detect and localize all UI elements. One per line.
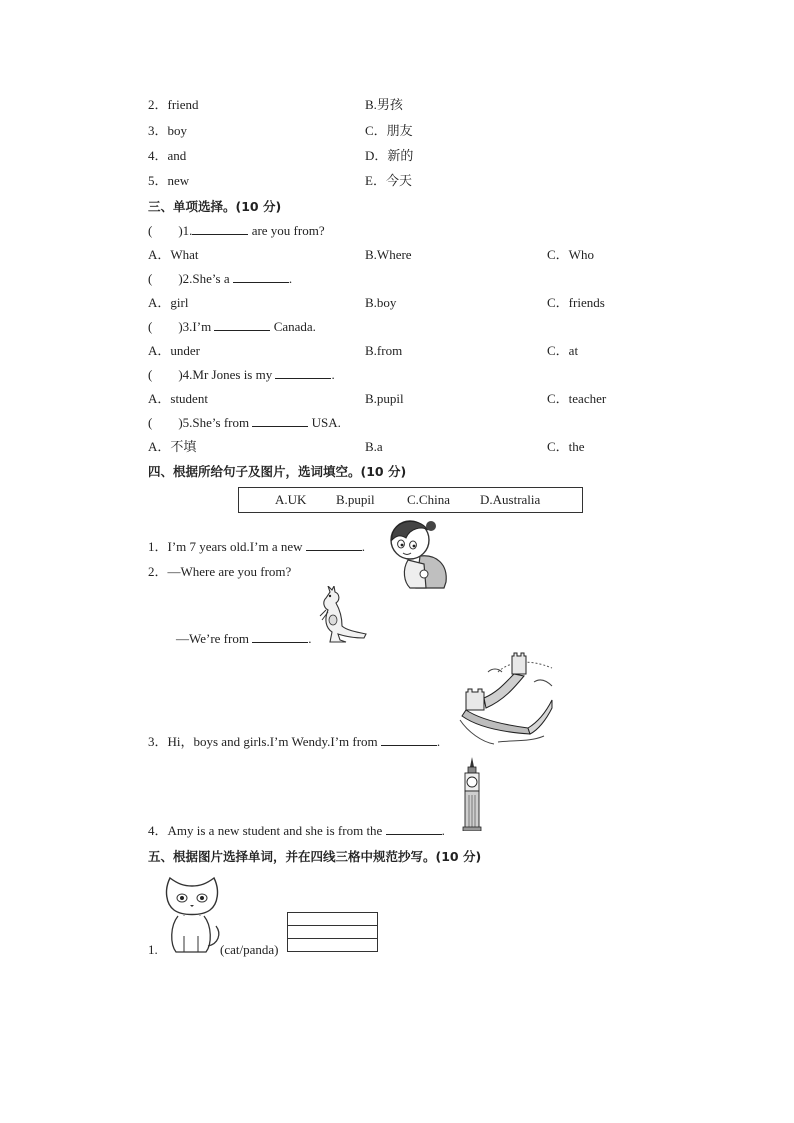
word-option-china: C.China [407,492,450,507]
match-right-d: D．新的 [365,148,414,163]
question-5 [148,415,341,431]
match-left-3: 3．boy [148,123,188,138]
option-c[interactable]: C．teacher [547,391,607,406]
word-option-uk: A.UK [275,492,307,507]
question-stem: )1. [178,223,193,238]
paren-open: ( [148,223,153,238]
paren-open: ( [148,319,153,334]
s4-question-4 [148,823,445,839]
s5-q1-number: 1. [148,942,158,957]
answer-blank[interactable] [381,734,437,746]
s4-question-1 [148,539,365,555]
option-c[interactable]: C．friends [547,295,605,310]
match-left-5: 5．new [148,173,190,188]
option-c[interactable]: C．the [547,439,585,454]
answer-blank[interactable] [252,415,308,427]
s4-q4-end: . [441,823,445,838]
match-left-2: 2．friend [148,97,199,112]
question-4 [148,367,335,383]
question-tail: . [288,271,293,286]
paren-open: ( [148,367,153,382]
option-b[interactable]: B.Where [365,247,412,262]
section3-heading: 三、单项选择。(10 分) [148,199,282,214]
answer-blank[interactable] [192,223,248,235]
word-bank [238,487,583,513]
option-b[interactable]: B.pupil [365,391,404,406]
question-tail: USA. [311,415,341,430]
s4-q1-end: . [361,539,366,554]
match-right-c: C．朋友 [365,123,413,138]
option-a[interactable]: A．student [148,391,208,406]
answer-blank[interactable] [386,823,442,835]
word-option-australia: D.Australia [480,492,541,507]
answer-blank[interactable] [214,319,270,331]
section4-heading: 四、根据所给句子及图片，选词填空。(10 分) [148,464,407,479]
option-a[interactable]: A．What [148,247,199,262]
match-right-b: B.男孩 [365,97,403,112]
paren-open: ( [148,271,153,286]
s5-q1-choices: (cat/panda) [220,942,279,957]
option-a[interactable]: A．girl [148,295,189,310]
paren-open: ( [148,415,153,430]
option-b[interactable]: B.boy [365,295,397,310]
question-2 [148,271,292,287]
kangaroo-icon [316,586,368,644]
s4-q1-text: 1．I’m 7 years old.I’m a new [148,539,303,554]
girl-with-backpack-icon [386,516,452,590]
s4-q2b-text: —We’re from [176,631,249,646]
s4-question-2b [176,631,311,647]
section5-heading: 五、根据图片选择单词，并在四线三格中规范抄写。(10 分) [148,849,482,864]
question-3 [148,319,316,335]
four-line-grid[interactable] [287,912,378,952]
s4-q2b-end: . [308,631,312,646]
s4-q3-end: . [436,734,441,749]
option-c[interactable]: C．at [547,343,579,358]
question-stem: )5.She’s from [178,415,250,430]
s4-q4-text: 4．Amy is a new student and she is from the [148,823,383,838]
option-b[interactable]: B.a [365,439,383,454]
question-stem: )3.I’m [178,319,212,334]
great-wall-icon [458,652,554,746]
question-tail: are you from? [251,223,325,238]
question-stem: )4.Mr Jones is my [178,367,273,382]
question-1 [148,223,325,239]
option-b[interactable]: B.from [365,343,403,358]
option-a[interactable]: A．under [148,343,200,358]
question-stem: )2.She’s a [178,271,230,286]
match-left-4: 4．and [148,148,187,163]
big-ben-icon [460,757,484,831]
answer-blank[interactable] [233,271,289,283]
match-right-e: E．今天 [365,173,412,188]
s4-q3-text: 3．Hi，boys and girls.I’m Wendy.I’m from [148,734,378,749]
answer-blank[interactable] [252,631,308,643]
s4-question-2a: 2．—Where are you from? [148,564,292,579]
answer-blank[interactable] [306,539,362,551]
question-tail: . [331,367,335,382]
s4-question-3 [148,734,440,750]
option-a[interactable]: A．不填 [148,439,197,454]
question-tail: Canada. [273,319,316,334]
cat-icon [160,870,224,954]
word-option-pupil: B.pupil [336,492,375,507]
option-c[interactable]: C．Who [547,247,594,262]
answer-blank[interactable] [275,367,331,379]
